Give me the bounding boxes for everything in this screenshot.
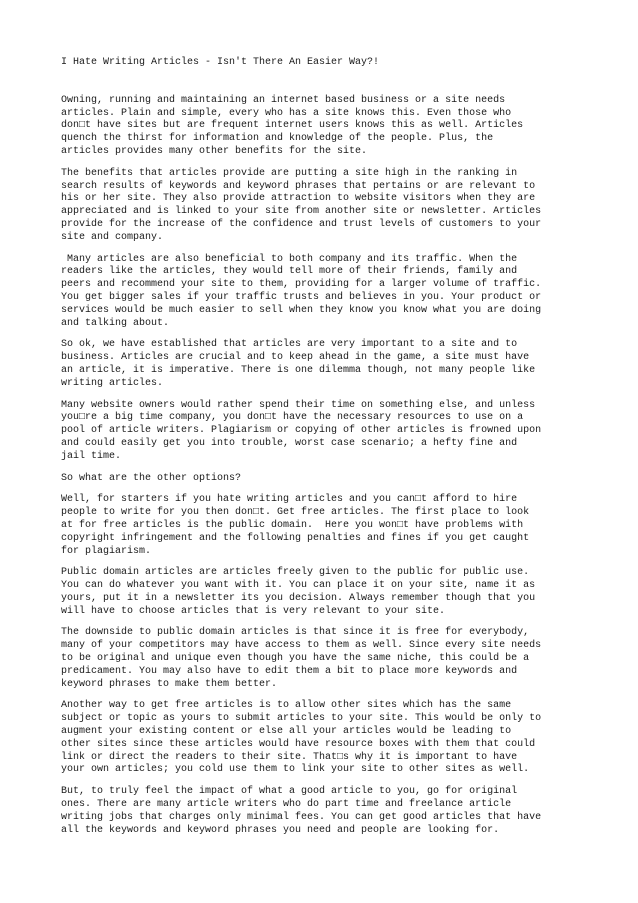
paragraph: Many articles are also beneficial to both company and its traffic. When the readers like the articles, they would tell more of their friends, family and peers and recommend your site to them, providing for a larger volume of traffic. You get bigger sales if your traffic trusts and believes in you. Your product or services would be much easier to sell when they know you know what you are doing and talking about. xyxy=(61,253,542,329)
paragraph: Well, for starters if you hate writing articles and you can□t afford to hire people to write for you then don□t. Get free articles. The first place to look at for free articles is the public domain. Here you won□t have problems with copyright infringement and the following penalties and fines if you get caught for plagiarism. xyxy=(61,494,530,557)
paragraph: The downside to public domain articles is that since it is free for everybody, many of your competitors may have access to them as well. Since every site needs to be original and unique even though you have the same niche, this could be a predicament. You may also have to edit them a bit to place more keywords and keyword phrases to make them better. xyxy=(61,627,542,690)
paragraph: Owning, running and maintaining an internet based business or a site needs articles. Plain and simple, every who has a site knows this. Even those who don□t have sites but are frequent internet users knows this as well. Articles quench the thirst for information and knowledge of the people. Plus, the articles provides many other benefits for the site. xyxy=(61,94,524,157)
paragraph: The benefits that articles provide are putting a site high in the ranking in search results of keywords and keyword phrases that pertains or are relevant to his or her site. They also provide attraction to website visitors when they are appreciated and is linked to your site from another site or newsletter. Articles provide for the increase of the confidence and trust levels of customers to your site and company. xyxy=(61,167,542,243)
paragraph: So what are the other options? xyxy=(61,472,242,484)
paragraph: Public domain articles are articles freely given to the public for public use. You can do whatever you want with it. You can place it on your site, name it as yours, put it in a newsletter its you decision. Always remember though that you will have to choose articles that is very relevant to your site. xyxy=(61,567,536,617)
document-title: I Hate Writing Articles - Isn't There An Easier Way?! xyxy=(61,57,380,68)
paragraph: So ok, we have established that articles are very important to a site and to business. Articles are crucial and to keep ahead in the game, a site must have an article, it is imperative. There is one dilemma though, not many people like writing articles. xyxy=(61,339,536,389)
paragraph: Another way to get free articles is to allow other sites which has the same subject or topic as yours to submit articles to your site. This would be only to augment your existing content or else all your articles would be leading to other sites since these articles would have resource boxes with them that could link or direct the readers to their site. That□s why it is important to have your own articles; you cold use them to link your site to other sites as well. xyxy=(61,700,542,776)
document-page xyxy=(61,57,581,846)
paragraph: Many website owners would rather spend their time on something else, and unless you□re a big time company, you don□t have the necessary resources to use on a pool of article writers. Plagiarism or copying of other articles is frowned upon and could easily get you into trouble, worst case scenario; a hefty fine and jail time. xyxy=(61,399,542,462)
paragraph: But, to truly feel the impact of what a good article to you, go for original ones. There are many article writers who do part time and freelance article writing jobs that charges only minimal fees. You can get good articles that have all the keywords and keyword phrases you need and people are looking for. xyxy=(61,786,542,836)
